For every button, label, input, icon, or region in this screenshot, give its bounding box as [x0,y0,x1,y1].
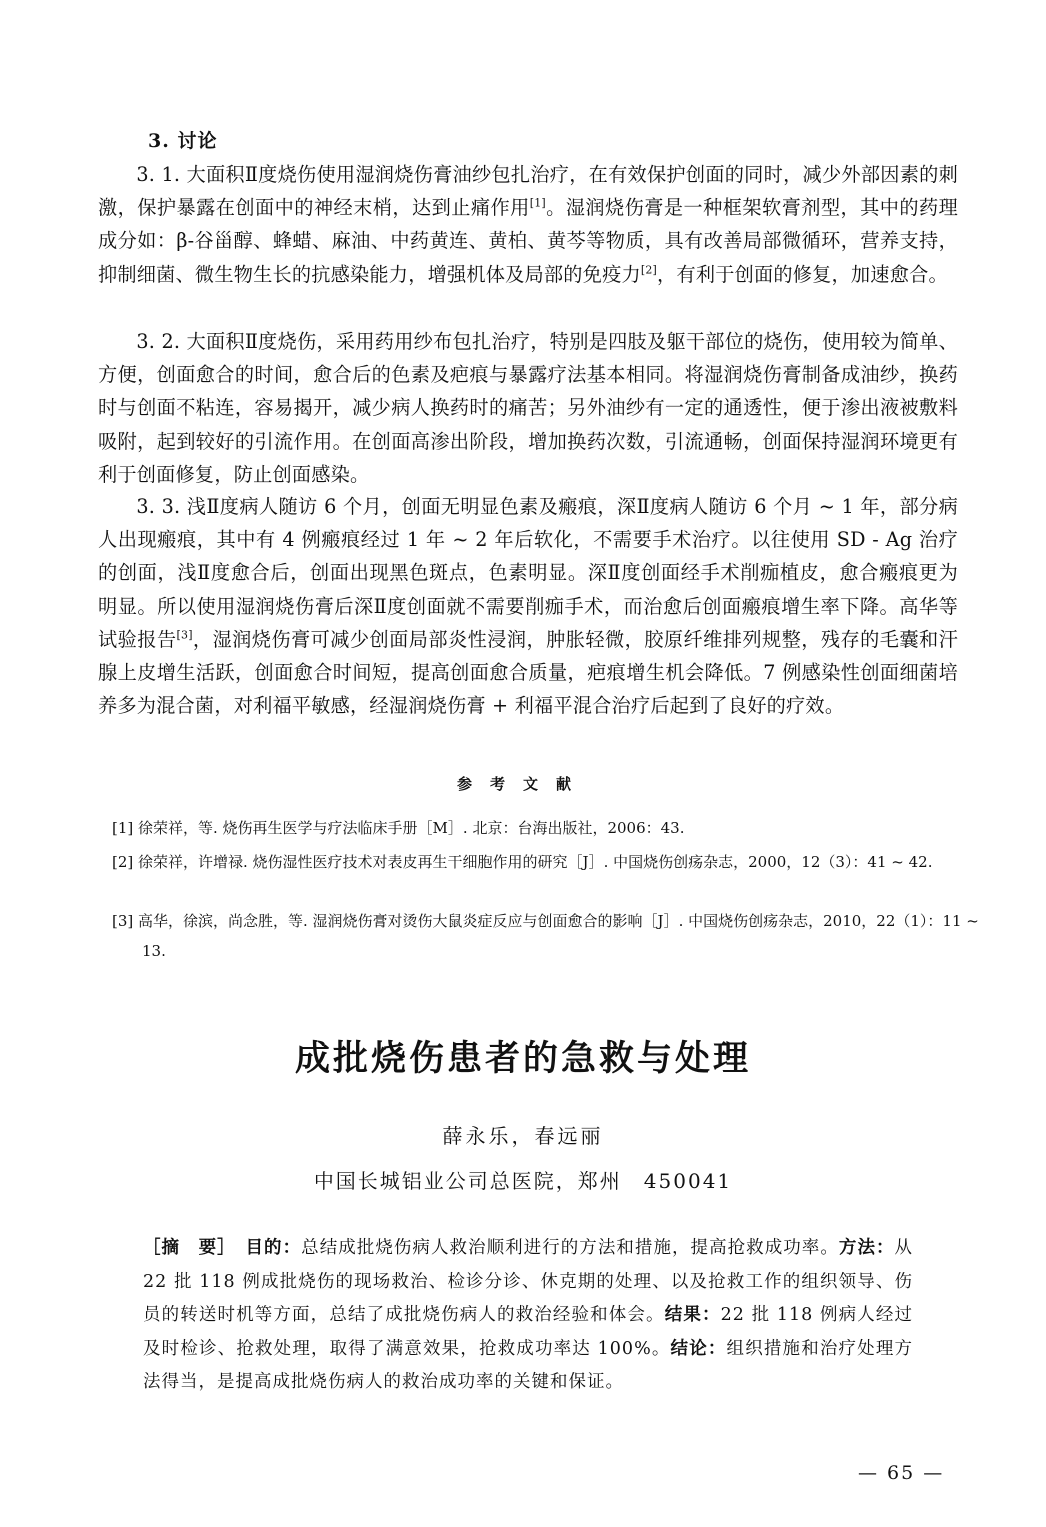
paragraph-3-2: 3. 2. 大面积Ⅱ度烧伤，采用药用纱布包扎治疗，特别是四肢及躯干部位的烧伤，使用较为简单、方便，创面愈合的时间，愈合后的色素及疤痕与暴露疗法基本相同。将湿润烧伤膏制备成油纱，换药时与创面不粘连，容易揭开，减少病人换药时的痛苦；另外油纱有一定的通透性，便于渗出液被敷料吸附，起到较好的引流作用。在创面高渗出阶段，增加换药次数，引流通畅，创面保持湿润环境更有利于创面修复，防止创面感染。 [98,330,958,486]
objective-text: 总结成批烧伤病人救治顺利进行的方法和措施，提高抢救成功率。 [301,1238,839,1258]
result-text: 22 批 118 例病人经过及时检诊、抢救处理，取得了满意效果，抢救成功率达 100%。 [143,1305,914,1359]
article-authors: 薛永乐，春远丽 [442,1124,604,1148]
paragraph-text: 3. 3. 浅Ⅱ度病人随访 6 个月，创面无明显色素及瘢痕，深Ⅱ度病人随访 6 个月 ~ 1 年，部分病人出现瘢痕，其中有 4 例瘢痕经过 1 年 ~ 2 年后软化，不需要手术治疗。以往使用 SD - Ag 治疗的创面，浅Ⅱ度愈合后，创面出现黑色斑点，色素明显。深Ⅱ度创面经手术削痂植皮，愈合瘢痕更为明显。所以使用湿润烧伤膏后深Ⅱ度创面就不需要削痂手术，而治愈后创面瘢痕增生率下降。高华等试验报告 [98,495,958,651]
reference-item: [1] 徐荣祥，等. 烧伤再生医学与疗法临床手册［M］. 北京：台海出版社，2006：43. [112,819,685,837]
paragraph-3-1 [98,158,958,291]
citation-ref: [2] [640,263,658,277]
conclusion-label: 结论： [670,1338,727,1359]
paragraph-text: 。湿润烧伤膏是一种框架软膏剂型，其中的药理成分如：β-谷甾醇、蜂蜡、麻油、中药黄连、黄柏、黄芩等物质，具有改善局部微循环，营养支持，抑制细菌、微生物生长的抗感染能力，增强机体及局部的免疫力 [98,196,958,286]
abstract [143,1232,913,1400]
result-label: 结果： [664,1305,721,1325]
paragraph-text: ，湿润烧伤膏可减少创面局部炎性浸润，肿胀轻微，胶原纤维排列规整，残存的毛囊和汗腺上皮增生活跃，创面愈合时间短，提高创面愈合质量，疤痕增生机会降低。7 例感染性创面细菌培养多为混合菌，对利福平敏感，经湿润烧伤膏 + 利福平混合治疗后起到了良好的疗效。 [98,627,958,718]
abstract-label: ［摘 要］ [143,1238,227,1258]
method-label: 方法： [838,1238,895,1258]
article-affiliation: 中国长城铝业公司总医院，郑州 450041 [313,1169,733,1193]
citation-ref: [1] [529,196,546,210]
reference-item: [2] 徐荣祥，许增禄. 烧伤湿性医疗技术对表皮再生干细胞作用的研究［J］. 中国烧伤创疡杂志，2000，12（3）：41 ~ 42. [112,853,933,871]
method-text: 从 22 批 118 例成批烧伤的现场救治、检诊分诊、休克期的处理、以及抢救工作的组织领导、伤员的转送时机等方面，总结了成批烧伤病人的救治经验和体会。 [143,1238,914,1325]
paragraph-text: ，有利于创面的修复，加速愈合。 [657,262,948,286]
article-title: 成批烧伤患者的急救与处理 [294,1039,751,1079]
conclusion-text: 组织措施和治疗处理方法得当，是提高成批烧伤病人的救治成功率的关键和保证。 [143,1338,914,1392]
section-heading: 3. 讨论 [148,130,218,152]
page-number: — 65 — [858,1462,945,1484]
references-heading: 参考文献 [456,775,589,793]
citation-ref: [3] [176,628,193,642]
objective-label: 目的： [245,1238,302,1258]
paragraph-text: 3. 1. 大面积Ⅱ度烧伤使用湿润烧伤膏油纱包扎治疗，在有效保护创面的同时，减少外部因素的刺激，保护暴露在创面中的神经末梢，达到止痛作用 [98,163,958,220]
paragraph-3-3 [98,490,958,722]
reference-item: [3] 高华，徐滨，尚念胜，等. 湿润烧伤膏对烫伤大鼠炎症反应与创面愈合的影响［J］. 中国烧伤创疡杂志，2010，22（1）：11 ~ 13. [112,912,979,960]
